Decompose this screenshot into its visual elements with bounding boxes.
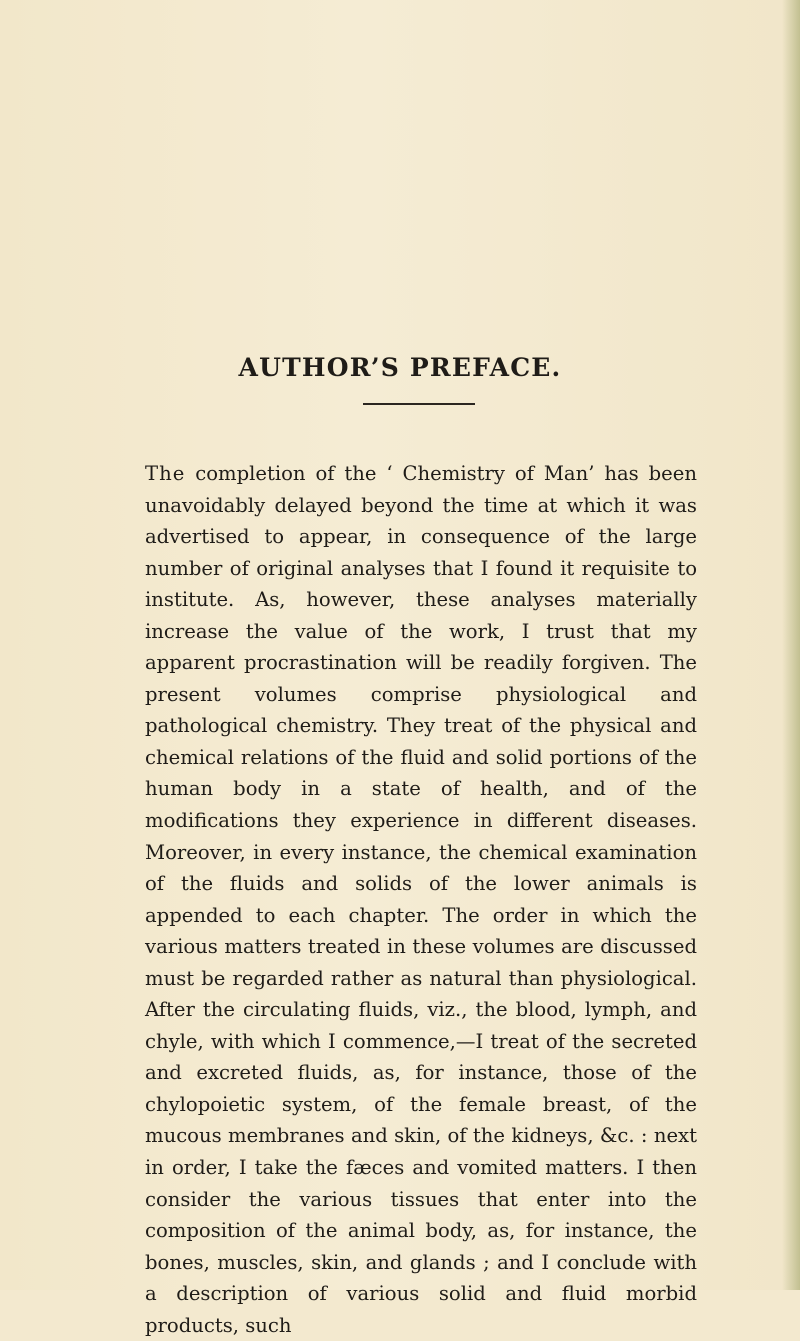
lead-word: The — [145, 462, 186, 485]
page-title: AUTHOR’S PREFACE. — [238, 352, 562, 382]
page-edge-shadow — [782, 0, 800, 1290]
title-divider — [363, 403, 475, 405]
paragraph-text: completion of the ‘ Chemistry of Man’ has been unavoidably delayed beyond the time at which it was advertised to appear, in consequence of the large number of original analyses that I found it requisite to institute. As, however, these analyses materially increase the value of the work, I trust that my apparent procrastination will be readily forgiven. The present volumes comprise physiological and pathological chemistry. They treat of the physical and chemical relations of the fluid and solid portions of the human body in a state of health, and of the modifications they experience in different diseases. Moreover, in every instance, the chemical examination of the fluids and solids of the lower animals is appended to each chapter. The order in which the various matters treated in these volumes are discussed must be regarded rather as natural than physiological. After the circulating fluids, viz., the blood, lymph, and chyle, with which I commence,—I treat of the secreted and excreted fluids, as, for instance, those of the chylopoietic system, of the female breast, of the mucous membranes and skin, of the kidneys, &c. : next in order, I take the fæces and vomited matters. I then consider the various tissues that enter into the composition of the animal body, as, for instance, the bones, muscles, skin, and glands ; and I conclude with a description of various solid and fluid morbid products, such — [145, 462, 697, 1337]
preface-paragraph — [145, 458, 697, 1341]
preface-body — [145, 458, 697, 1341]
